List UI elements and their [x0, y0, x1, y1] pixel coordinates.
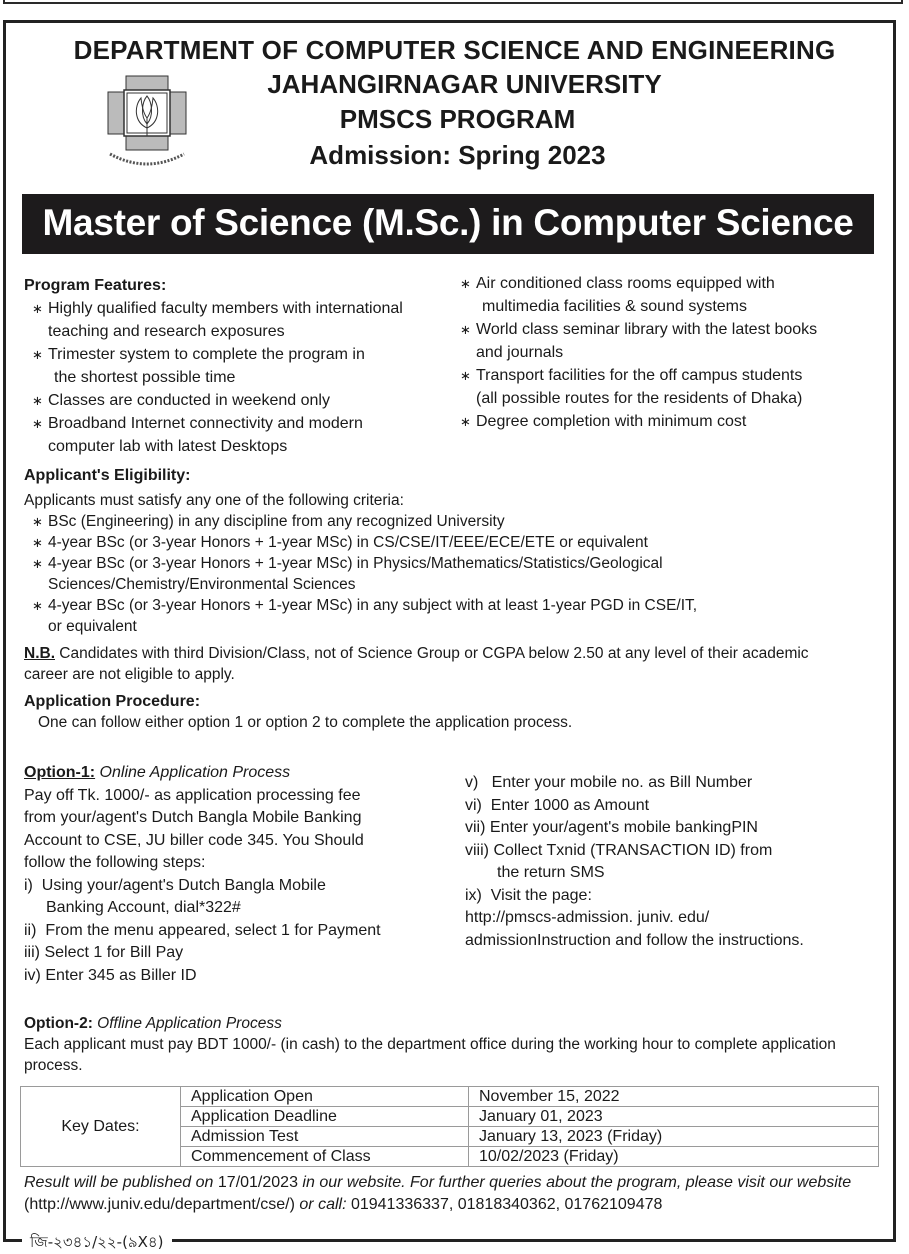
university-seal-icon	[104, 74, 190, 170]
step: v) Enter your mobile no. as Bill Number	[465, 774, 753, 791]
option1-left: Option-1: Online Application Process Pay off Tk. 1000/- as application processing fee from your/agent's Dutch Bangla Mobile Banking Account to CSE, JU biller code 345. You Should follow the following steps: i) Using your/agent's Dutch Bangla Mobile Banking Account, dial*322# ii) From the menu appeared, select 1 for Payment iii) Select 1 for Bill Pay iv) Enter 345 as Biller ID	[24, 762, 444, 987]
procedure-intro: One can follow either option 1 or option 2 to complete the application process.	[38, 714, 573, 731]
eligibility-section	[24, 465, 884, 733]
list-item: ∗ 4-year BSc (or 3-year Honors + 1-year MSc) in any subject with at least 1-year PGD in CSE/IT, or equivalent	[24, 595, 884, 637]
university-title: JAHANGIRNAGAR UNIVERSITY	[267, 69, 662, 99]
list-item: ∗ Highly qualified faculty members with international teaching and research exposures	[24, 297, 444, 343]
table-row: Commencement of Class 10/02/2023 (Friday)	[21, 1147, 879, 1167]
option1-right: v) Enter your mobile no. as Bill Number vi) Enter 1000 as Amount vii) Enter your/agent's mobile bankingPIN viii) Collect Txnid (TRANSACTION ID) from the return SMS ix) Visit the page: http://pmscs-admission. juniv. edu/ admissionInstruction and follow the instructions.	[465, 772, 885, 952]
department-website-link[interactable]: (http://www.juniv.edu/department/cse/)	[24, 1196, 300, 1213]
eligibility-heading: Applicant's Eligibility:	[24, 467, 191, 484]
table-row: Key Dates: Application Open November 15, 2022	[21, 1087, 879, 1107]
department-title: DEPARTMENT OF COMPUTER SCIENCE AND ENGINEERING	[73, 35, 836, 65]
step: iii) Select 1 for Bill Pay	[24, 944, 184, 961]
step: vi) Enter 1000 as Amount	[465, 796, 650, 814]
program-features-heading: Program Features:	[24, 277, 167, 294]
procedure-heading: Application Procedure:	[24, 693, 201, 710]
admission-title: Admission: Spring 2023	[309, 140, 606, 170]
list-item: ∗ Transport facilities for the off campus students (all possible routes for the residents of Dhaka)	[452, 364, 882, 410]
features-list-right	[452, 272, 882, 433]
list-item: ∗ 4-year BSc (or 3-year Honors + 1-year MSc) in CS/CSE/IT/EEE/ECE/ETE or equivalent	[24, 532, 884, 553]
features-list-left	[24, 297, 444, 458]
table-row: Admission Test January 13, 2023 (Friday)	[21, 1127, 879, 1147]
key-dates-table	[20, 1086, 879, 1167]
phone-numbers: 01941336337, 01818340362, 01762109478	[346, 1196, 663, 1213]
step: iv) Enter 345 as Biller ID	[24, 966, 197, 984]
admission-url[interactable]: http://pmscs-admission. juniv. edu/	[465, 909, 710, 926]
step: ix) Visit the page:	[465, 886, 592, 904]
list-item: ∗ Broadband Internet connectivity and modern computer lab with latest Desktops	[24, 412, 444, 458]
nb-label: N.B.	[24, 645, 55, 662]
eligibility-intro: Applicants must satisfy any one of the following criteria:	[24, 492, 404, 509]
option2-section	[24, 1013, 874, 1076]
list-item: ∗ Classes are conducted in weekend only	[24, 389, 444, 412]
list-item: ∗ Degree completion with minimum cost	[452, 410, 882, 433]
program-features-right	[452, 272, 882, 433]
nb-note: N.B. Candidates with third Division/Class, not of Science Group or CGPA below 2.50 at any level of their academic career are not eligible to apply.	[24, 645, 809, 683]
option2-text: Each applicant must pay BDT 1000/- (in cash) to the department office during the working hour to complete application process.	[24, 1036, 836, 1074]
previous-ad-border	[3, 0, 903, 4]
step: viii) Collect Txnid (TRANSACTION ID) from	[465, 841, 773, 859]
ad-reference-code: জি-২৩৪১/২২-(৯X৪)	[22, 1231, 172, 1254]
list-item: ∗ World class seminar library with the latest books and journals	[452, 318, 882, 364]
step: vii) Enter your/agent's mobile bankingPIN	[465, 819, 758, 836]
step: ii) From the menu appeared, select 1 for Payment	[24, 921, 381, 939]
result-note: Result will be published on 17/01/2023 in our website. For further queries about the program, please visit our website (http://www.juniv.edu/department/cse/) or call: 01941336337, 01818340362, 01762109478	[24, 1174, 852, 1213]
table-row: Application Deadline January 01, 2023	[21, 1107, 879, 1127]
program-banner: Master of Science (M.Sc.) in Computer Science	[22, 194, 874, 254]
program-features-left	[24, 274, 444, 458]
option2-heading: Option-2: Offline Application Process	[24, 1015, 282, 1032]
list-item: ∗ 4-year BSc (or 3-year Honors + 1-year MSc) in Physics/Mathematics/Statistics/Geological Sciences/Chemistry/Environmental Sciences	[24, 553, 884, 595]
eligibility-criteria-list	[24, 511, 884, 637]
list-item: ∗ BSc (Engineering) in any discipline from any recognized University	[24, 511, 884, 532]
program-title: PMSCS PROGRAM	[339, 104, 576, 134]
list-item: ∗ Air conditioned class rooms equipped with multimedia facilities & sound systems	[452, 272, 882, 318]
key-dates-label: Key Dates:	[21, 1087, 181, 1167]
step: i) Using your/agent's Dutch Bangla Mobile	[24, 876, 326, 894]
option1-heading: Option-1: Online Application Process	[24, 764, 291, 781]
list-item: ∗ Trimester system to complete the program in the shortest possible time	[24, 343, 444, 389]
